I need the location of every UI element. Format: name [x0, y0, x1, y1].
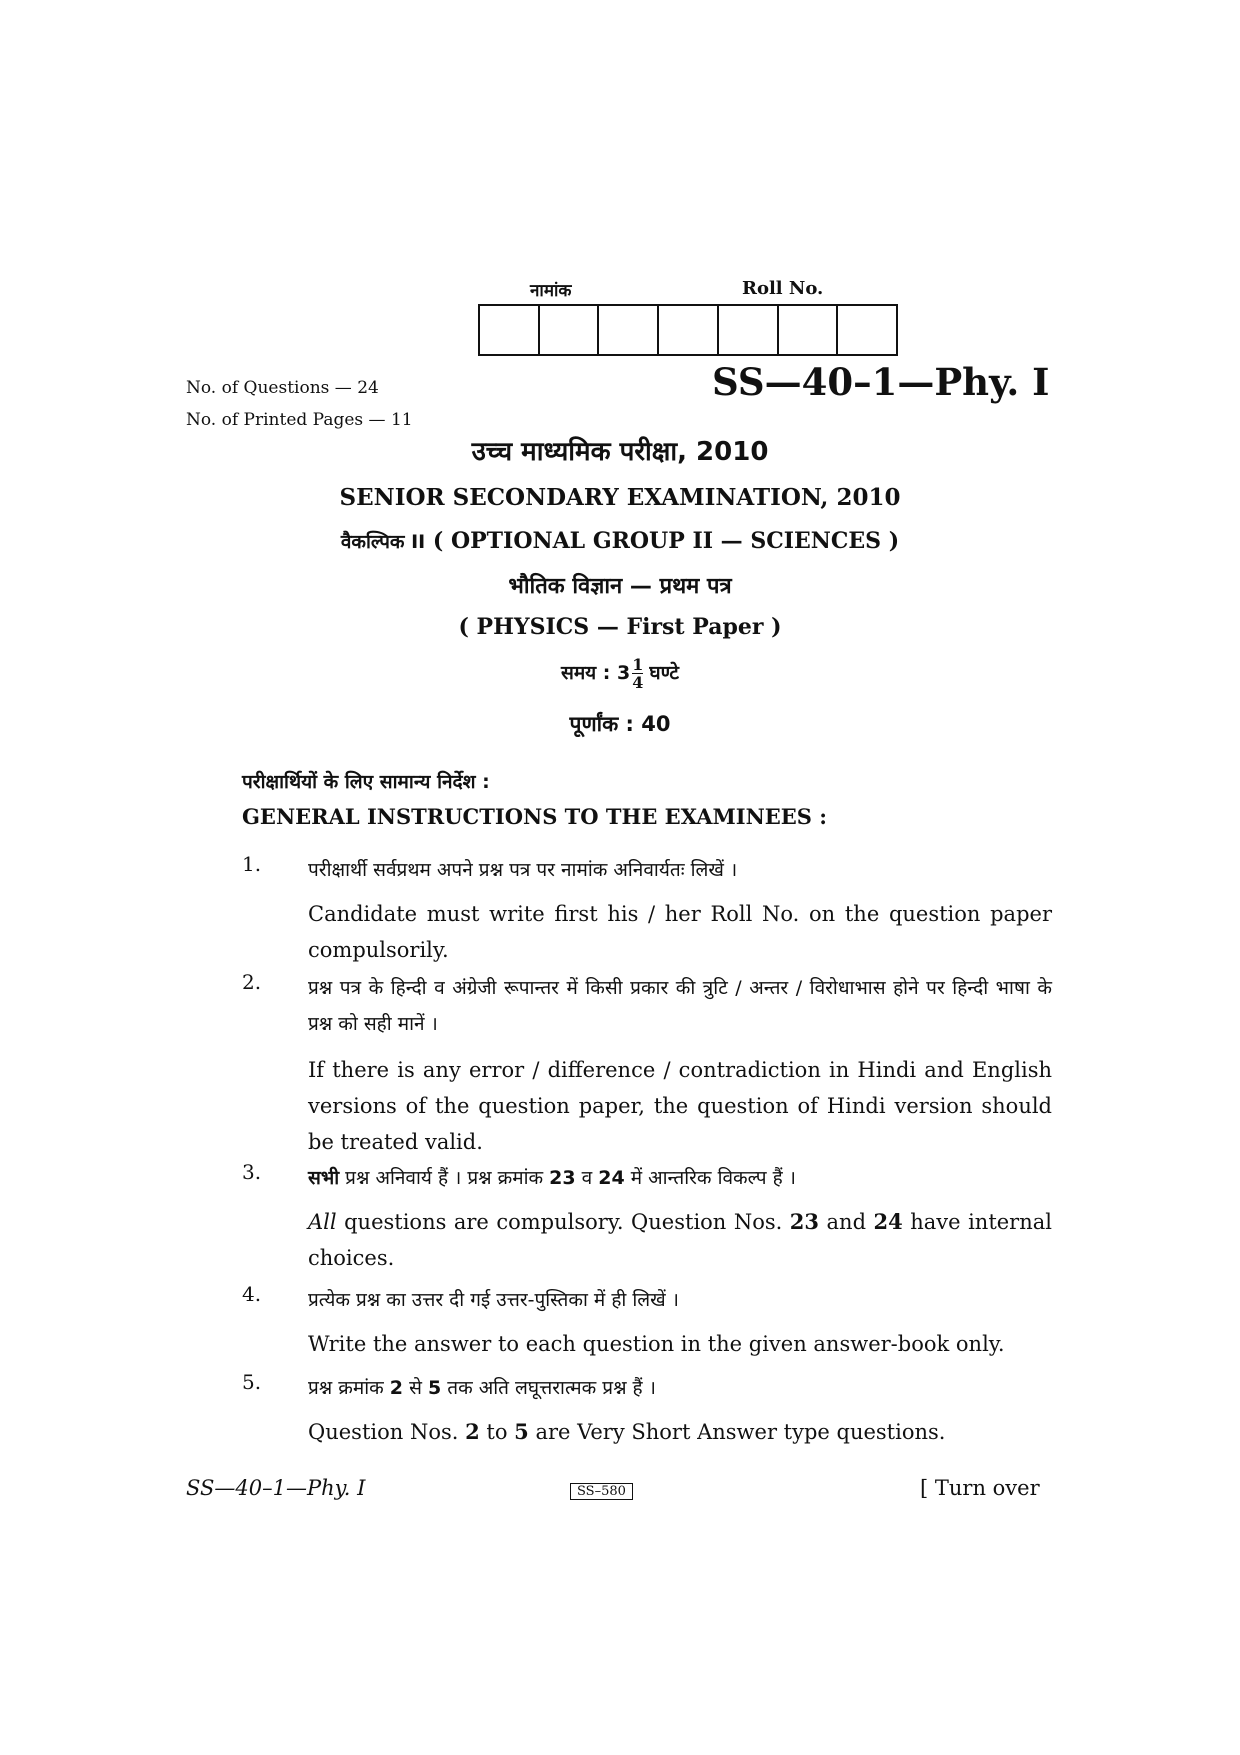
instructions-heading-english: GENERAL INSTRUCTIONS TO THE EXAMINEES :	[242, 804, 828, 829]
item-number: 4.	[242, 1282, 262, 1306]
instruction-hindi: प्रश्न पत्र के हिन्दी व अंग्रेजी रूपान्तर में किसी प्रकार की त्रुटि / अन्तर / विरोधाभास होने पर हिन्दी भाषा के प्रश्न को सही मानें ।	[308, 977, 1052, 1035]
roll-box[interactable]	[540, 306, 600, 354]
roll-box[interactable]	[480, 306, 540, 354]
roll-box[interactable]	[838, 306, 896, 354]
instruction-hindi: परीक्षार्थी सर्वप्रथम अपने प्रश्न पत्र पर नामांक अनिवार्यतः लिखें ।	[308, 859, 738, 881]
time-allowed: समय : 3 $\frac{1}{4}$ घण्टे	[560, 655, 680, 692]
item-number: 5.	[242, 1370, 262, 1394]
item-number: 2.	[242, 970, 262, 994]
item-number: 3.	[242, 1160, 262, 1184]
subject-hindi: भौतिक विज्ञान — प्रथम पत्र	[508, 574, 732, 599]
no-of-printed-pages: No. of Printed Pages — 11	[186, 410, 413, 430]
instruction-english: Candidate must write first his / her Roll No. on the question paper compulsorily.	[308, 902, 1052, 962]
subject-english: ( PHYSICS — First Paper )	[458, 614, 782, 640]
item-number: 1.	[242, 852, 262, 876]
roll-box[interactable]	[779, 306, 839, 354]
footer-series: SS–580	[570, 1480, 633, 1499]
roll-number-boxes[interactable]	[478, 304, 898, 356]
time-fraction: $\frac{1}{4}$	[632, 655, 644, 692]
instruction-hindi: सभी प्रश्न अनिवार्य हैं । प्रश्न क्रमांक 23 व 24 में आन्तरिक विकल्प हैं ।	[308, 1167, 796, 1189]
instruction-hindi: प्रत्येक प्रश्न का उत्तर दी गई उत्तर-पुस्तिका में ही लिखें ।	[308, 1289, 679, 1311]
instruction-hindi: प्रश्न क्रमांक 2 से 5 तक अति लघूत्तरात्मक प्रश्न हैं ।	[308, 1377, 656, 1399]
turn-over-label: [ Turn over	[920, 1476, 1040, 1500]
footer-paper-code: SS—40–1—Phy. I	[186, 1476, 366, 1500]
roll-box[interactable]	[599, 306, 659, 354]
instruction-english: Write the answer to each question in the given answer-book only.	[308, 1332, 1005, 1356]
no-of-questions: No. of Questions — 24	[186, 378, 379, 398]
instructions-heading-hindi: परीक्षार्थियों के लिए सामान्य निर्देश :	[242, 771, 490, 793]
exam-title-hindi: उच्च माध्यमिक परीक्षा, 2010	[471, 437, 769, 467]
roll-box[interactable]	[719, 306, 779, 354]
instruction-english: Question Nos. 2 to 5 are Very Short Answer type questions.	[308, 1419, 946, 1444]
paper-code: SS—40–1—Phy. I	[712, 360, 1050, 404]
instruction-english: All questions are compulsory. Question Nos. 23 and 24 have internal choices.	[308, 1209, 1052, 1270]
optional-group: वैकल्पिक II ( OPTIONAL GROUP II — SCIENCES )	[340, 528, 900, 554]
roll-box[interactable]	[659, 306, 719, 354]
instruction-english: If there is any error / difference / contradiction in Hindi and English versions of the question paper, the question of Hindi version should be treated valid.	[308, 1058, 1052, 1154]
maximum-marks: पूर्णांक : 40	[569, 712, 671, 736]
roll-label-english: Roll No.	[742, 278, 824, 299]
roll-label-hindi: नामांक	[530, 281, 572, 301]
exam-title-english: SENIOR SECONDARY EXAMINATION, 2010	[339, 484, 901, 511]
